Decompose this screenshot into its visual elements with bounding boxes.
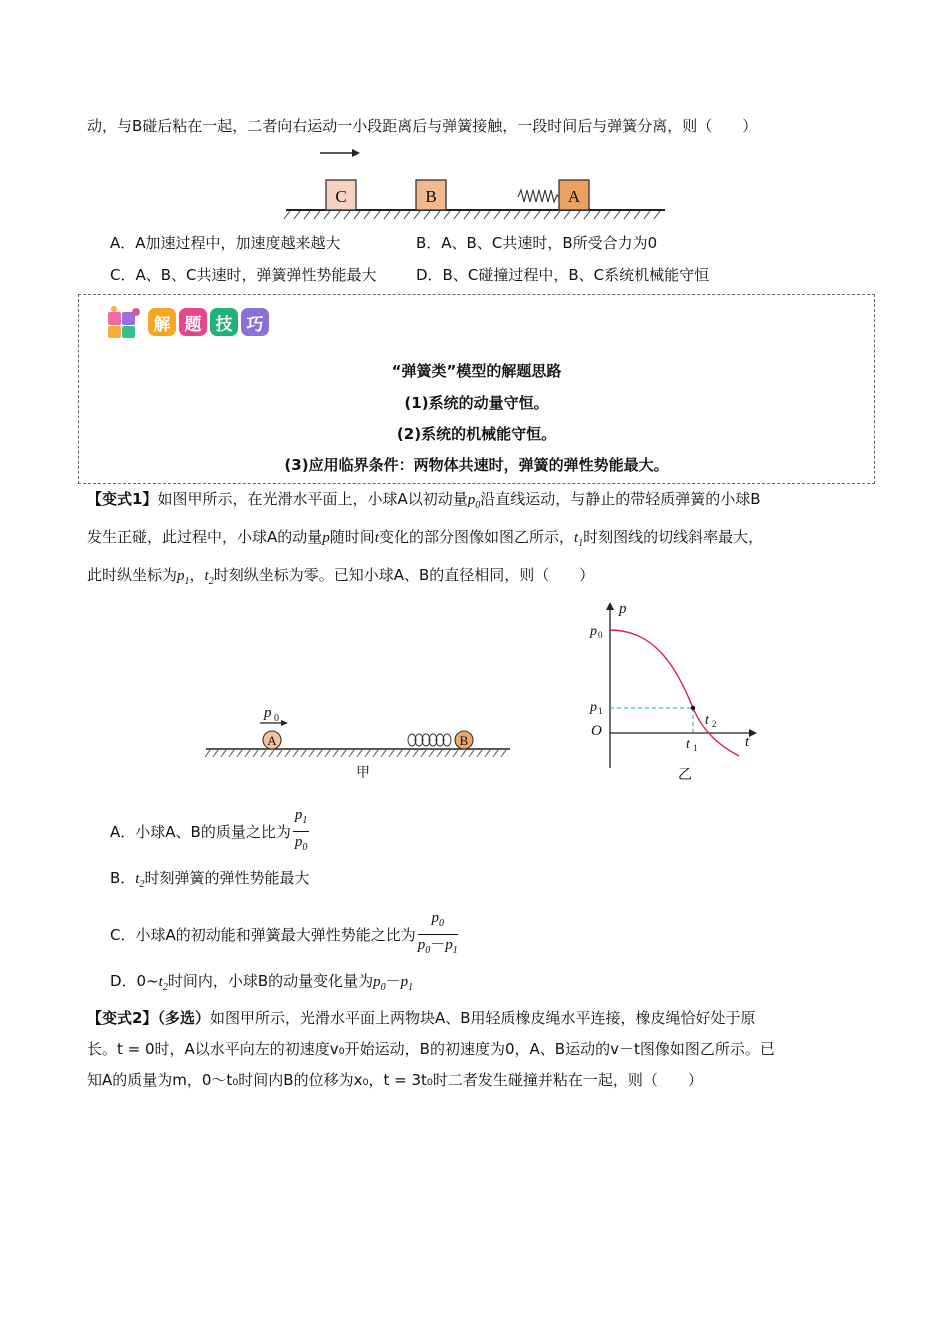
variant2-label: 【变式2】 <box>87 1009 158 1027</box>
variant2-line-2: 长。t = 0时，A以水平向左的初速度v₀开始运动，B的初速度为0，A、B运动的v－t图像如图乙所示。已 <box>87 1040 775 1058</box>
svg-text:B: B <box>459 733 469 748</box>
variant2-line-3: 知A的质量为m，0～t₀时间内B的位移为x₀，t = 3t₀时二者发生碰撞并粘在一起，则（ ） <box>87 1071 703 1089</box>
svg-text:p: p <box>590 700 597 715</box>
intro-text: 动，与B碰后粘在一起，二者向右运动一小段距离后与弹簧接触，一段时间后与弹簧分离，则（ ） <box>87 117 758 135</box>
tips-line-1: (1)系统的动量守恒。 <box>404 394 549 412</box>
svg-text:A: A <box>267 733 277 748</box>
spring <box>518 190 559 202</box>
option-d: D．B、C碰撞过程中，B、C系统机械能守恒 <box>416 266 710 284</box>
option-a: A．A加速过程中，加速度越来越大 <box>110 234 341 252</box>
variant1-line-2: 发生正碰，此过程中，小球A的动量p随时间t变化的部分图像如图乙所示，$t_1$时刻图线的切线斜率最大， <box>87 528 764 549</box>
tips-line-3: (3)应用临界条件：两物体共速时，弹簧的弹性势能最大。 <box>284 456 669 474</box>
svg-text:C: C <box>335 187 347 206</box>
variant2-line-1: 【变式2】（多选）如图甲所示，光滑水平面上两物块A、B用轻质橡皮绳水平连接，橡皮绳恰好处于原 <box>87 1009 756 1027</box>
svg-text:t: t <box>705 713 709 728</box>
svg-text:0: 0 <box>598 630 603 640</box>
tips-badge <box>105 305 269 339</box>
option2-b: B．$t_2$时刻弹簧的弹性势能最大 <box>110 869 310 890</box>
caption-jia: 甲 <box>356 765 370 781</box>
svg-text:t: t <box>745 734 750 750</box>
figure-jia <box>200 700 520 790</box>
tips-line-2: (2)系统的机械能守恒。 <box>396 425 557 443</box>
variant2-multi: （多选） <box>157 1009 210 1027</box>
option-c: C．A、B、C共速时，弹簧弹性势能最大 <box>110 266 377 284</box>
svg-text:O: O <box>591 723 602 739</box>
caption-yi: 乙 <box>678 767 692 783</box>
puzzle-icon <box>105 305 145 339</box>
option2-d: D．$0\sim t_2$时间内，小球B的动量变化量为$p_0-p_1$ <box>110 972 414 993</box>
option-b: B．A、B、C共速时，B所受合力为0 <box>416 234 658 252</box>
tip-tile-1: 解 <box>148 308 176 336</box>
variant1-line-3: 此时纵坐标为$p_1$，$t_2$时刻纵坐标为零。已知小球A、B的直径相同，则（ ） <box>87 566 595 587</box>
svg-text:p: p <box>619 601 627 617</box>
variant1-label: 【变式1】 <box>87 490 158 508</box>
option2-a: A．小球A、B的质量之比为 $\frac{p_1}{p_0}$ <box>110 805 309 858</box>
tip-tile-3: 技 <box>210 308 238 336</box>
svg-text:1: 1 <box>598 706 603 716</box>
fraction-c: $\frac{p_0}{p_0-p_1}$ <box>417 910 458 956</box>
momentum-curve <box>610 630 739 756</box>
figure-yi-graph <box>585 598 770 783</box>
option2-c: C．小球A的初动能和弹簧最大弹性势能之比为 $\frac{p_0}{p_0-p_1}$ <box>110 908 458 961</box>
svg-text:1: 1 <box>693 743 698 753</box>
tip-tile-4: 巧 <box>241 308 269 336</box>
svg-text:t: t <box>686 737 690 752</box>
fraction-a: $\frac{p_1}{p_0}$ <box>294 807 308 853</box>
variant1-line-1: 【变式1】如图甲所示，在光滑水平面上，小球A以初动量$p_0$沿直线运动，与静止的带轻质弹簧的小球B <box>87 490 761 511</box>
svg-text:0: 0 <box>274 713 279 724</box>
svg-text:A: A <box>567 187 581 206</box>
svg-text:2: 2 <box>712 719 717 729</box>
svg-text:p: p <box>264 705 272 721</box>
figure-blocks <box>280 140 670 225</box>
tips-title: “弹簧类”模型的解题思路 <box>391 362 562 380</box>
tip-tile-2: 题 <box>179 308 207 336</box>
svg-text:B: B <box>425 187 437 206</box>
svg-text:p: p <box>590 624 597 639</box>
